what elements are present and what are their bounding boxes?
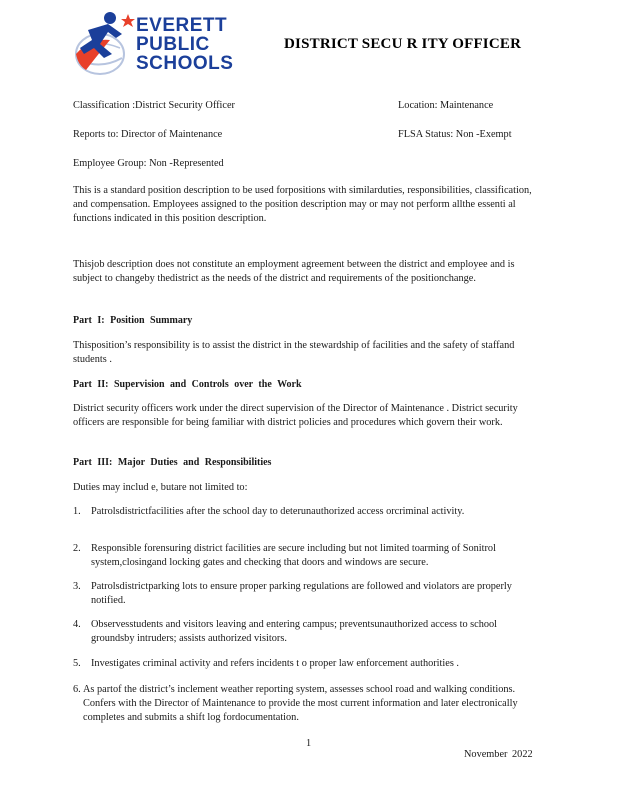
duty-text: Responsible forensuring district facilities are secure including but not limited toarming of Sonitrol system,closingand locking gates and checking that doors and windows are secure.: [91, 543, 496, 568]
employee-group-field: Employee Group: Non -Represented: [73, 158, 224, 169]
intro-paragraph-1: This is a standard position description to be used forpositions with similarduties, responsibilities, classification, and compensation. Employees assigned to the position description may or may not perform allthe essenti al functions indicated in this position description.: [73, 185, 532, 224]
intro-paragraph-2: Thisjob description does not constitute an employment agreement between the district and employee and is subject to changeby thedistrict as the needs of the district and requirements of the positionchange.: [73, 259, 515, 284]
logo-wordmark: [136, 16, 233, 73]
footer-date: November 2022: [464, 749, 533, 760]
logo-line-schools: SCHOOLS: [136, 53, 234, 74]
globe-runner-icon: [70, 10, 136, 80]
document-title: DISTRICT SECU R ITY OFFICER: [284, 36, 522, 52]
duty-number: 4.: [73, 619, 81, 630]
logo-line-everett: EVERETT: [136, 15, 228, 36]
duty-number: 5.: [73, 658, 81, 669]
duty-number: 3.: [73, 581, 81, 592]
duty-text: Observesstudents and visitors leaving and entering campus; preventsunauthorized access to school groundsby intruders; assists authorized visitors.: [91, 619, 498, 644]
classification-field: Classification :District Security Officer: [73, 100, 235, 111]
flsa-status-field: FLSA Status: Non -Exempt: [398, 129, 512, 140]
duty-text: As partof the district’s inclement weather reporting system, assesses school road and walking conditions. Confers with the Director of Maintenance to provide the most current information and later electronically completes and submits a shift log fordocumentation.: [83, 684, 518, 723]
duties-lead: Duties may includ e, butare not limited to:: [73, 482, 248, 493]
location-field: Location: Maintenance: [398, 100, 494, 111]
page-number: 1: [306, 738, 312, 749]
logo-line-public: PUBLIC: [136, 34, 210, 55]
duty-text: Patrolsdistrictfacilities after the school day to deterunauthorized access orcriminal activity.: [91, 506, 465, 517]
reports-to-field: Reports to: Director of Maintenance: [73, 129, 223, 140]
duty-number: 6.: [73, 684, 81, 695]
duty-text: Patrolsdistrictparking lots to ensure proper parking regulations are followed and violators are properly notified.: [91, 581, 512, 606]
part-3-heading: Part III: Major Duties and Responsibilities: [73, 457, 272, 468]
duty-number: 2.: [73, 543, 81, 554]
part-2-text: District security officers work under the direct supervision of the Director of Maintenance . District security officers are responsible for being familiar with district policies and procedures which govern their work.: [73, 403, 518, 428]
duty-number: 1.: [73, 506, 81, 517]
district-logo: [70, 10, 245, 80]
part-1-text: Thisposition’s responsibility is to assist the district in the stewardship of facilities and the safety of staffand students .: [73, 340, 515, 365]
duty-text: Investigates criminal activity and refers incidents t o proper law enforcement authorities .: [91, 658, 459, 669]
part-2-heading: Part II: Supervision and Controls over the Work: [73, 379, 302, 390]
part-1-heading: Part I: Position Summary: [73, 315, 193, 326]
